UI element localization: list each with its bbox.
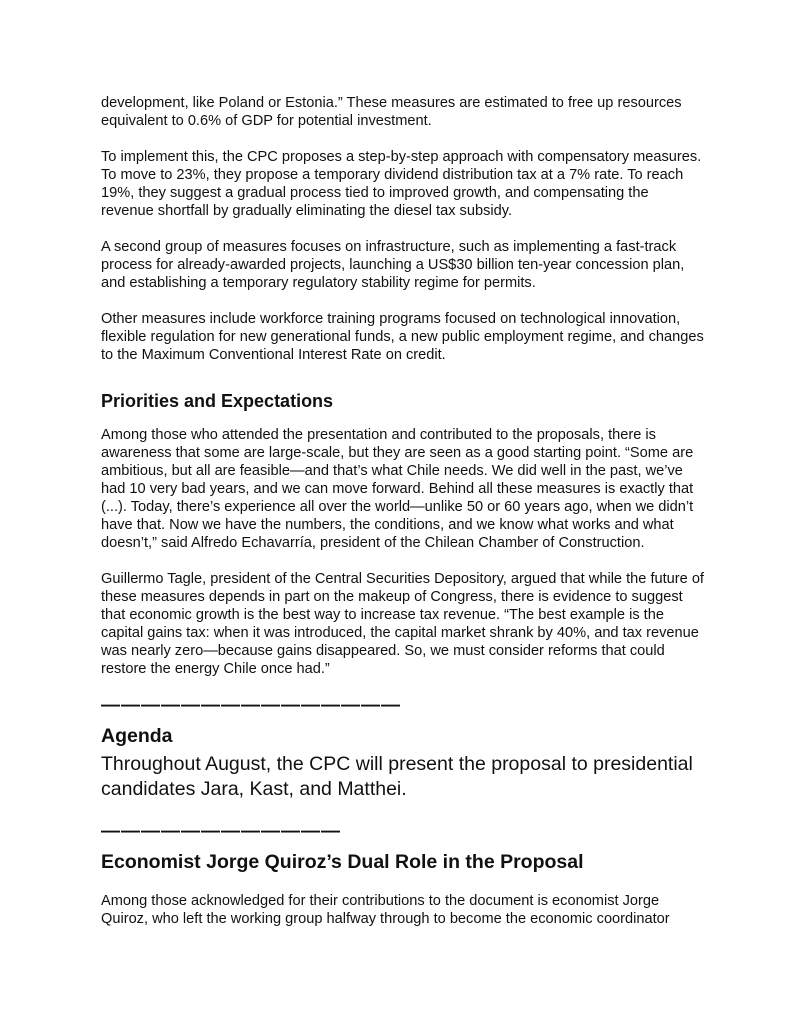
priorities-heading: Priorities and Expectations — [101, 391, 334, 411]
quiroz-title: Economist Jorge Quiroz’s Dual Role in the Proposal — [101, 851, 584, 873]
agenda-divider: ——————————————— — [101, 695, 401, 716]
quiroz-paragraph: Among those acknowledged for their contributions to the document is economist Jorge Quiroz, who left the working group halfway through to become the economic coordinator — [101, 893, 670, 927]
quiroz-divider: ———————————— — [101, 821, 341, 842]
paragraph-priorities-2: Guillermo Tagle, president of the Central Securities Depository, argued that while the future of these measures depends in part on the makeup of Congress, there is evidence to suggest that economic growth is the best way to increase tax revenue. “The best example is the capital gains tax: when it was introduced, the capital market shrank by 40%, and tax revenue was nearly zero—because gains disappeared. So, we must consider reforms that could restore the energy Chile once had.” — [101, 571, 704, 677]
paragraph-intro-1: development, like Poland or Estonia.” These measures are estimated to free up resources equivalent to 0.6% of GDP for potential investment. — [101, 95, 682, 129]
paragraph-intro-4: Other measures include workforce training programs focused on technological innovation, flexible regulation for new generational funds, a new public employment regime, and changes to the Maximum Conventional Interest Rate on credit. — [101, 311, 704, 363]
agenda-title: Agenda — [101, 725, 173, 747]
paragraph-intro-2: To implement this, the CPC proposes a step-by-step approach with compensatory measures. To move to 23%, they propose a temporary dividend distribution tax at a 7% rate. To reach 19%, they suggest a gradual process tied to improved growth, and compensating the revenue shortfall by gradually eliminating the diesel tax subsidy. — [101, 149, 702, 219]
agenda-text: Throughout August, the CPC will present the proposal to presidential candidates Jara, Kast, and Matthei. — [101, 753, 693, 800]
paragraph-priorities-1: Among those who attended the presentation and contributed to the proposals, there is awareness that some are large-scale, but they are seen as a good starting point. “Some are ambitious, but all are feasible—and that’s what Chile needs. We did well in the past, we’ve had 10 very bad years, and we can move forward. Behind all these measures is exactly that (...). Today, there’s experience all over the world—unlike 50 or 60 years ago, when we didn’t have that. Now we have the numbers, the conditions, and we know what works and what doesn’t,” said Alfredo Echavarría, president of the Chilean Chamber of Construction. — [101, 427, 694, 551]
paragraph-intro-3: A second group of measures focuses on infrastructure, such as implementing a fast-track process for already-awarded projects, launching a US$30 billion ten-year concession plan, and establishing a temporary regulatory stability regime for permits. — [101, 239, 685, 291]
